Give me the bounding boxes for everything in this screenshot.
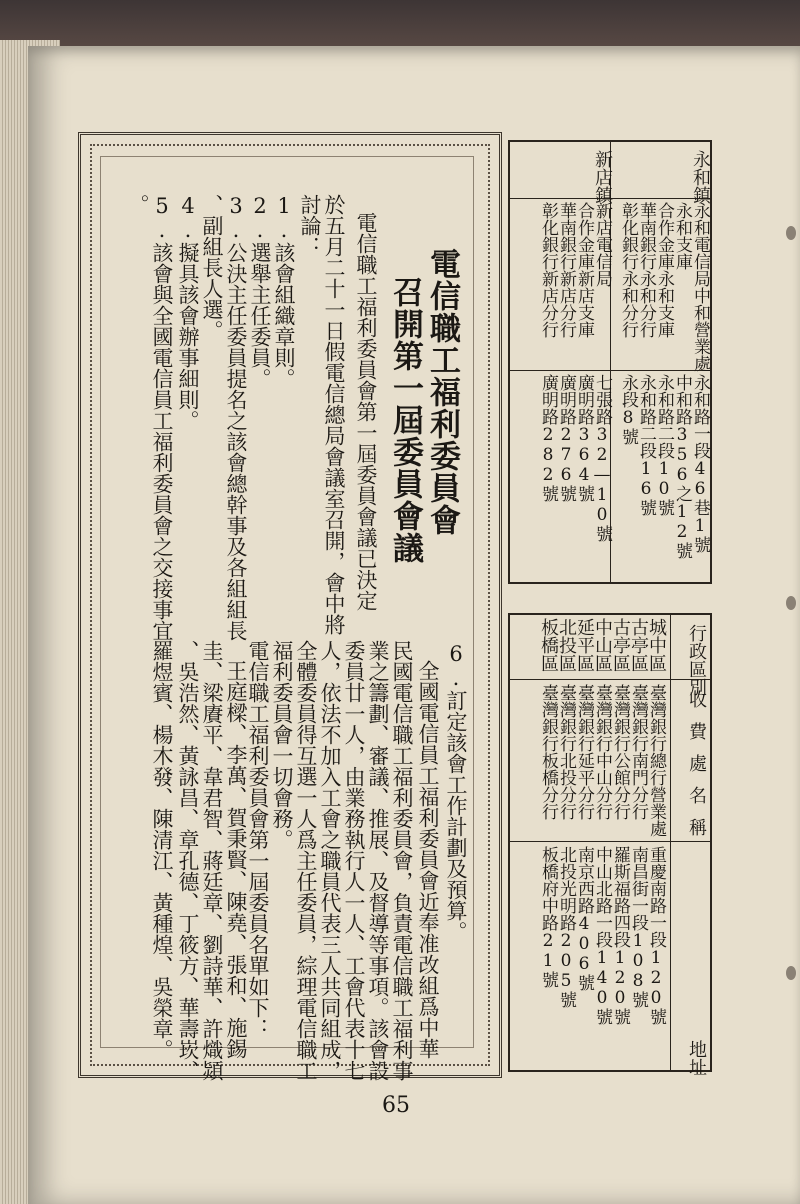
- address-cell: 南昌街一段108號: [628, 846, 648, 1008]
- article-line: 4.擬具該會辦事細則。: [176, 194, 200, 431]
- article-line: 、吳浩然、黃詠昌、章孔德、丁筱方、華壽崁、: [176, 640, 200, 1081]
- article-line: 民國電信職工福利委員會，負責電信職工福利事: [390, 640, 414, 1081]
- place-cell: 臺灣銀行板橋分行: [538, 684, 558, 820]
- article-line: 、副組長人選。: [200, 194, 224, 341]
- table-header-district: 行政區別: [686, 624, 707, 696]
- article-line: 6.訂定該會工作計劃及預算。: [444, 642, 468, 942]
- address: 永和路二段16號: [636, 374, 656, 516]
- district-cell: 古亭區: [628, 618, 649, 672]
- article-line: 人，依法不加入工會之職員代表三人共同組成，: [318, 640, 342, 1081]
- binding-hole: [786, 596, 796, 610]
- place-name: 合作金庫新店支庫: [574, 202, 594, 338]
- place-name: 彰化銀行永和分行: [618, 202, 638, 338]
- article-title-line2: 召開第一屆委員會議: [387, 276, 423, 564]
- place-cell: 臺灣銀行中山分行: [592, 684, 612, 820]
- article-line: 業之籌劃、審議、推展、及督導等事項。該會設: [366, 640, 390, 1081]
- district-cell: 古亭區: [610, 618, 631, 672]
- book-spine: [0, 0, 800, 52]
- address: 永和路一段46巷1號: [690, 374, 710, 553]
- place-name: 合作金庫永和支庫: [654, 202, 674, 338]
- article-line: 羅煜賓、楊木發、陳清江、黃種煌、吳榮章。: [150, 640, 174, 1060]
- place-name: 華南銀行永和分行: [636, 202, 656, 338]
- place-name: 永和支庫: [672, 202, 692, 270]
- address-cell: 南京西路406號: [574, 846, 594, 991]
- page-number: 65: [382, 1093, 410, 1118]
- article-line: 委員廿一人，由業務執行人一人、工會代表十七: [342, 640, 366, 1081]
- district-label: 新店鎮: [592, 150, 613, 204]
- address-cell: 重慶南路一段120號: [646, 846, 666, 1025]
- address-cell: 羅斯福路四段120號: [610, 846, 630, 1025]
- district-cell: 北投區: [556, 618, 577, 672]
- article-line: 電信職工福利委員會第一屆委員會議已決定: [354, 212, 378, 611]
- place-name: 彰化銀行新店分行: [538, 202, 558, 338]
- binding-hole: [786, 226, 796, 240]
- district-cell: 板橋區: [538, 618, 559, 672]
- place-name: 華南銀行新店分行: [556, 202, 576, 338]
- article-line: 5.該會與全國電信員工福利委員會之交接事宜: [150, 194, 174, 641]
- binding-hole: [786, 966, 796, 980]
- address: 廣明路276號: [556, 374, 576, 502]
- address-cell: 中山北路一段140號: [592, 846, 612, 1025]
- table-header-address: 地址: [686, 1040, 707, 1076]
- place-name: 新店電信局: [592, 202, 612, 287]
- article-line: 3.公決主任委員提名之該會總幹事及各組組長: [224, 194, 248, 641]
- article-line: 全體委員得互選一人爲主任委員，綜理電信職工: [294, 640, 318, 1081]
- place-cell: 臺灣銀行北投分行: [556, 684, 576, 820]
- address: 廣明路282號: [538, 374, 558, 502]
- article-line: 。: [126, 194, 150, 215]
- article-line: 於五月二十一日假電信總局會議室召開，會中將: [322, 194, 346, 635]
- address: 七張路32—10號: [592, 374, 612, 542]
- district-label: 永和鎮: [690, 150, 711, 204]
- article-line: 全國電信員工福利委員會近奉准改組爲中華: [416, 660, 440, 1059]
- place-cell: 臺灣銀行南門分行: [628, 684, 648, 820]
- place-name: 永和電信局中和營業處: [690, 202, 710, 372]
- place-cell: 臺灣銀行總行營業處: [646, 684, 666, 837]
- district-cell: 中山區: [592, 618, 613, 672]
- address-cell: 板橋府中路21號: [538, 846, 558, 988]
- district-cell: 城中區: [646, 618, 667, 672]
- place-cell: 臺灣銀行公館分行: [610, 684, 630, 820]
- address: 永和路二段10號: [654, 374, 674, 516]
- address: 永段8號: [618, 374, 638, 445]
- address: 廣明路364號: [574, 374, 594, 502]
- article-line: 福利委員會一切會務。: [270, 640, 294, 850]
- place-cell: 臺灣銀行延平分行: [574, 684, 594, 820]
- address-cell: 北投光明路205號: [556, 846, 576, 1008]
- article-line: 王庭樑、李萬、賀秉賢、陳堯、張和、施錫: [224, 660, 248, 1059]
- article-line: 電信職工福利委員會第一屆委員名單如下：: [246, 640, 270, 1039]
- article-title-line1: 電信職工福利委員會: [424, 248, 460, 536]
- district-cell: 延平區: [574, 618, 595, 672]
- article-line: 1.該會組織章則。: [272, 194, 296, 389]
- article-line: 討論：: [298, 194, 322, 257]
- table-header-place: 收費處名稱: [686, 690, 707, 850]
- article-line: 2.選舉主任委員。: [248, 194, 272, 389]
- article-line: 圭、梁賡平、韋君智、蔣廷章、劉詩華、許熾熲: [200, 640, 224, 1081]
- address: 中和路356之12號: [672, 374, 692, 559]
